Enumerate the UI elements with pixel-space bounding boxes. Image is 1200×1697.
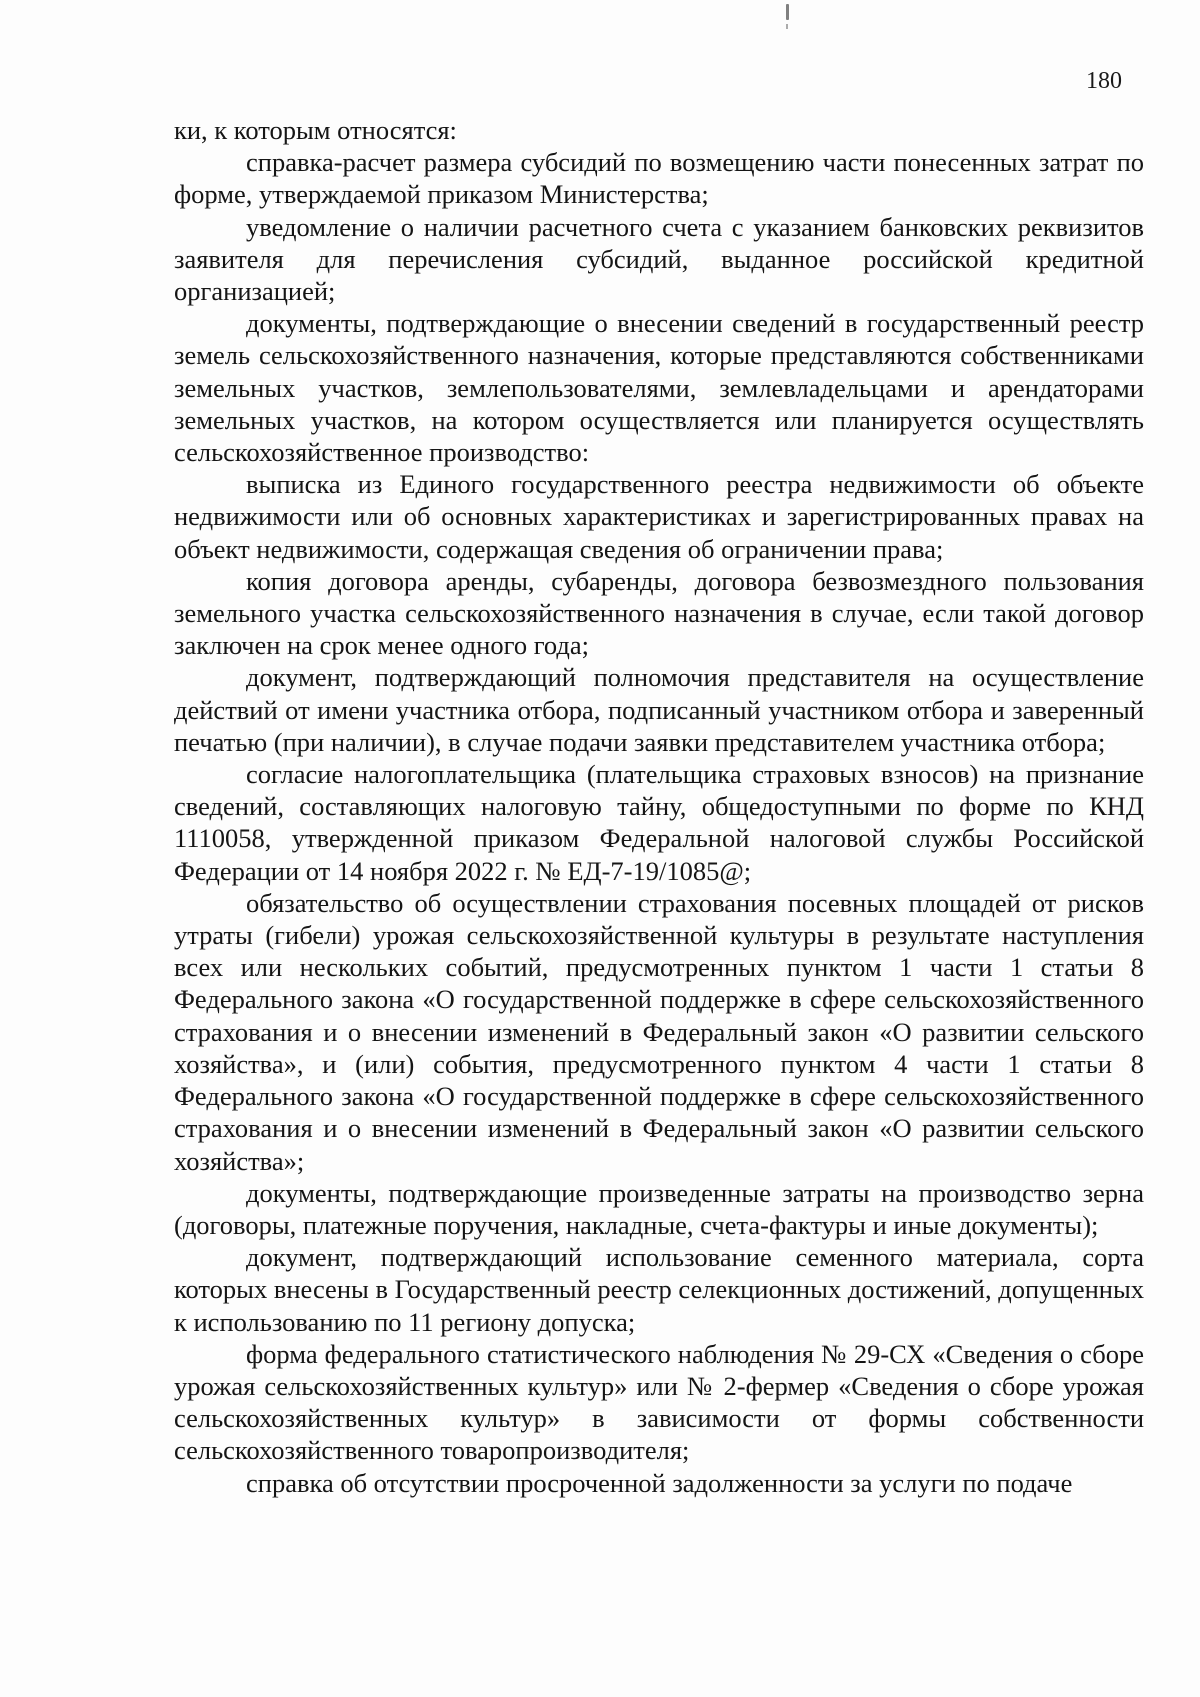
paragraph: справка об отсутствии просроченной задолженности за услуги по подаче [246,1467,1073,1498]
paragraph: справка-расчет размера субсидий по возмещению части понесенных затрат по форме, утверждаемой приказом Министерства; [174,147,1144,210]
paragraph: документ, подтверждающий использование семенного материала, сорта которых внесены в Государственный реестр селекционных достижений, допущенных к использованию по 11 региону допуска; [174,1242,1144,1337]
paragraph: ки, к которым относятся: [174,115,457,145]
paragraph: уведомление о наличии расчетного счета с указанием банковских реквизитов заявителя для перечисления субсидий, выданное российской кредитной организацией; [174,211,1144,307]
paragraph: форма федерального статистического наблюдения № 29-СХ «Сведения о сборе урожая сельскохозяйственных культур» или № 2-фермер «Сведения о сборе урожая сельскохозяйственных культур» в зависимости от формы собственности сельскохозяйственного товаропроизводителя; [174,1338,1144,1466]
scan-artifact [786,4,789,20]
document-body [174,114,1144,1499]
scan-artifact-dot [786,24,788,29]
paragraph: документы, подтверждающие произведенные затраты на производство зерна (договоры, платежные поручения, накладные, счета-фактуры и иные документы); [174,1177,1144,1240]
paragraph: копия договора аренды, субаренды, договора безвозмездного пользования земельного участка сельскохозяйственного назначения в случае, если такой договор заключен на срок менее одного года; [174,565,1144,661]
paragraph: документ, подтверждающий полномочия представителя на осуществление действий от имени участника отбора, подписанный участником отбора и заверенный печатью (при наличии), в случае подачи заявки представителем участника отбора; [174,662,1144,757]
page-number: 180 [1086,68,1122,94]
paragraph: согласие налогоплательщика (плательщика страховых взносов) на признание сведений, составляющих налоговую тайну, общедоступными по форме по КНД 1110058, утвержденной приказом Федеральной налоговой службы Российской Федерации от 14 ноября 2022 г. № ЕД-7-19/1085@; [174,759,1144,886]
paragraph: документы, подтверждающие о внесении сведений в государственный реестр земель сельскохозяйственного назначения, которые представляются собственниками земельных участков, землепользователями, землевладельцами и арендаторами земельных участков, на котором осуществляется или планируется осуществлять сельскохозяйственное производство: [174,308,1144,468]
paragraph: обязательство об осуществлении страхования посевных площадей от рисков утраты (гибели) урожая сельскохозяйственной культуры в результате наступления всех или нескольких событий, предусмотренных пунктом 1 части 1 статьи 8 Федерального закона «О государственной поддержке в сфере сельскохозяйственного страхования и о внесении изменений в Федеральный закон «О развитии сельского хозяйства», и (или) события, предусмотренного пунктом 4 части 1 статьи 8 Федерального закона «О государственной поддержке в сфере сельскохозяйственного страхования и о внесении изменений в Федеральный закон «О развитии сельского хозяйства»; [174,887,1144,1176]
paragraph: выписка из Единого государственного реестра недвижимости об объекте недвижимости или об основных характеристиках и зарегистрированных правах на объект недвижимости, содержащая сведения об ограничении права; [174,469,1144,564]
